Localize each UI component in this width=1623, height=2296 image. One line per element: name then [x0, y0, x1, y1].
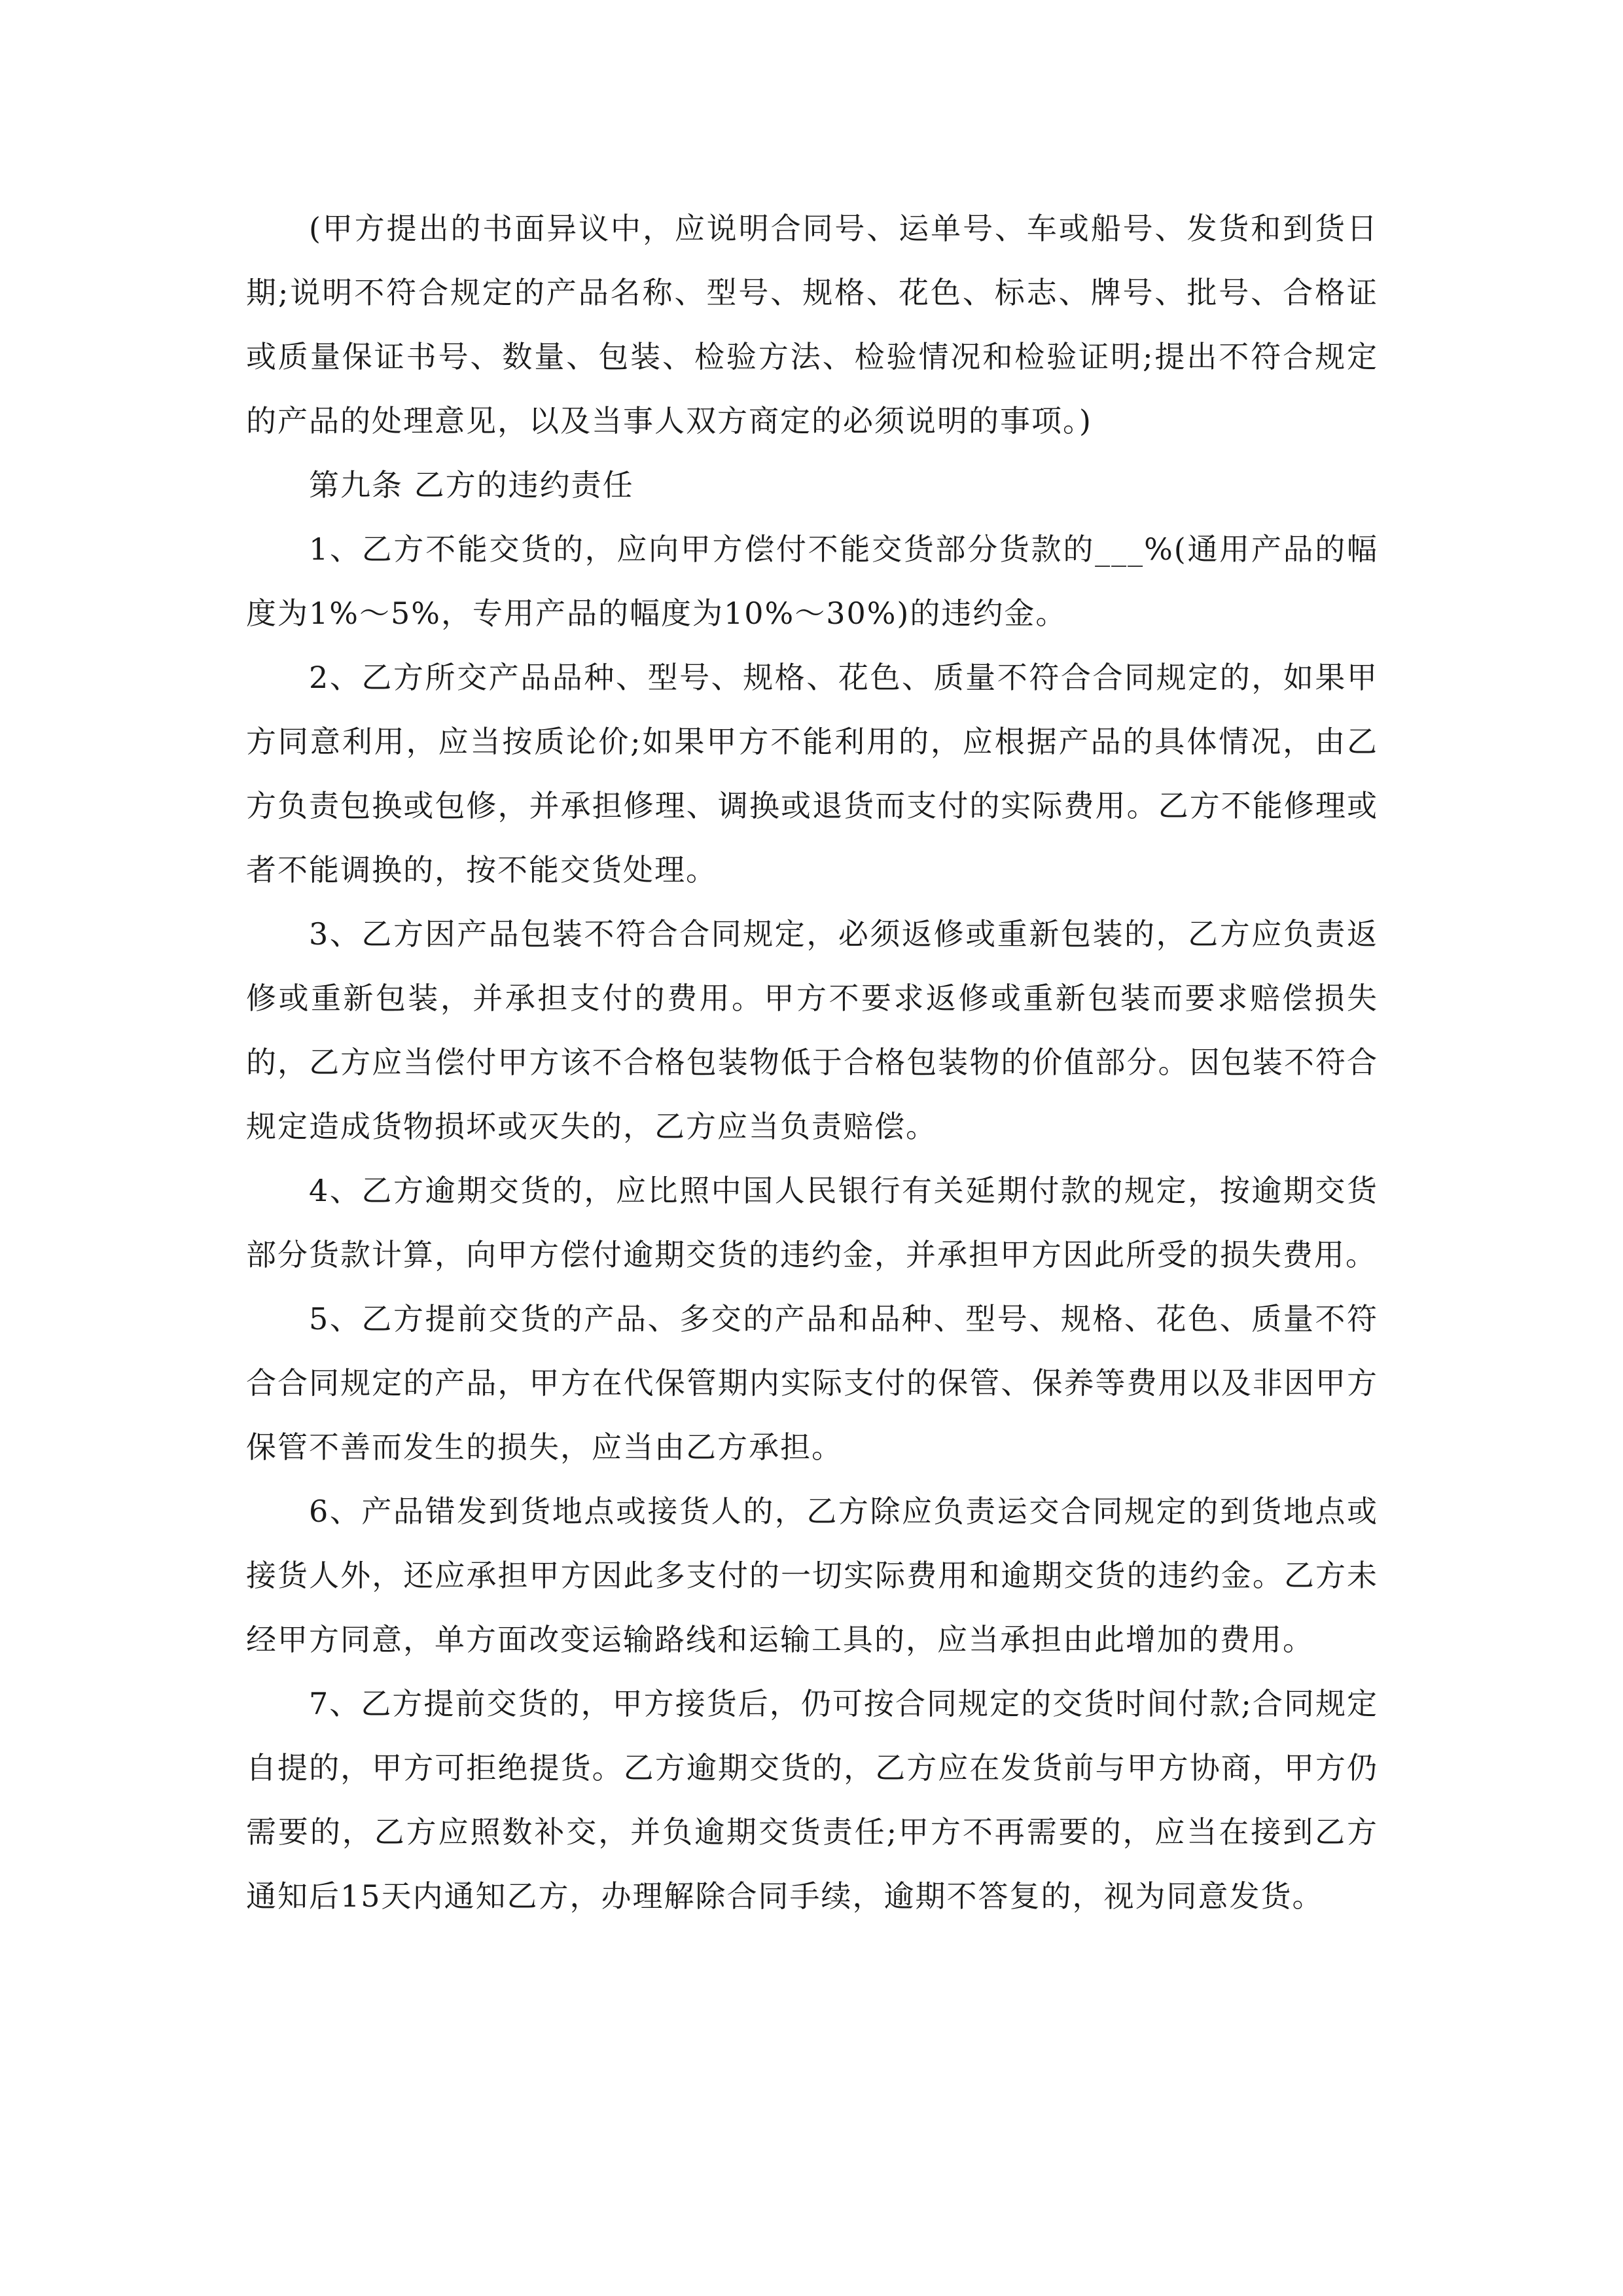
clause-2-paragraph: 2、乙方所交产品品种、型号、规格、花色、质量不符合合同规定的，如果甲方同意利用，应当按质论价;如果甲方不能利用的，应根据产品的具体情况，由乙方负责包换或包修，并承担修理、调换或退货而支付的实际费用。乙方不能修理或者不能调换的，按不能交货处理。	[246, 660, 1378, 888]
paragraph-objection-details: (甲方提出的书面异议中，应说明合同号、运单号、车或船号、发货和到货日期;说明不符合规定的产品名称、型号、规格、花色、标志、牌号、批号、合格证或质量保证书号、数量、包装、检验方法、检验情况和检验证明;提出不符合规定的产品的处理意见，以及当事人双方商定的必须说明的事项。)	[246, 211, 1378, 439]
clause-7-paragraph: 7、乙方提前交货的，甲方接货后，仍可按合同规定的交货时间付款;合同规定自提的，甲方可拒绝提货。乙方逾期交货的，乙方应在发货前与甲方协商，甲方仍需要的，乙方应照数补交，并负逾期交货责任;甲方不再需要的，应当在接到乙方通知后15天内通知乙方，办理解除合同手续，逾期不答复的，视为同意发货。	[246, 1686, 1378, 1914]
document-body	[246, 196, 1378, 1928]
clause-5-paragraph: 5、乙方提前交货的产品、多交的产品和品种、型号、规格、花色、质量不符合合同规定的产品，甲方在代保管期内实际支付的保管、保养等费用以及非因甲方保管不善而发生的损失，应当由乙方承担。	[246, 1301, 1378, 1465]
clause-3-paragraph: 3、乙方因产品包装不符合合同规定，必须返修或重新包装的，乙方应负责返修或重新包装，并承担支付的费用。甲方不要求返修或重新包装而要求赔偿损失的，乙方应当偿付甲方该不合格包装物低于合格包装物的价值部分。因包装不符合规定造成货物损坏或灭失的，乙方应当负责赔偿。	[246, 916, 1378, 1144]
clause-1-paragraph: 1、乙方不能交货的，应向甲方偿付不能交货部分货款的___%(通用产品的幅度为1%～5%，专用产品的幅度为10%～30%)的违约金。	[246, 531, 1378, 631]
clause-6-paragraph: 6、产品错发到货地点或接货人的，乙方除应负责运交合同规定的到货地点或接货人外，还应承担甲方因此多支付的一切实际费用和逾期交货的违约金。乙方未经甲方同意，单方面改变运输路线和运输工具的，应当承担由此增加的费用。	[246, 1494, 1378, 1657]
clause-4-paragraph: 4、乙方逾期交货的，应比照中国人民银行有关延期付款的规定，按逾期交货部分货款计算，向甲方偿付逾期交货的违约金，并承担甲方因此所受的损失费用。	[246, 1173, 1378, 1272]
article-9-heading: 第九条 乙方的违约责任	[309, 467, 634, 503]
